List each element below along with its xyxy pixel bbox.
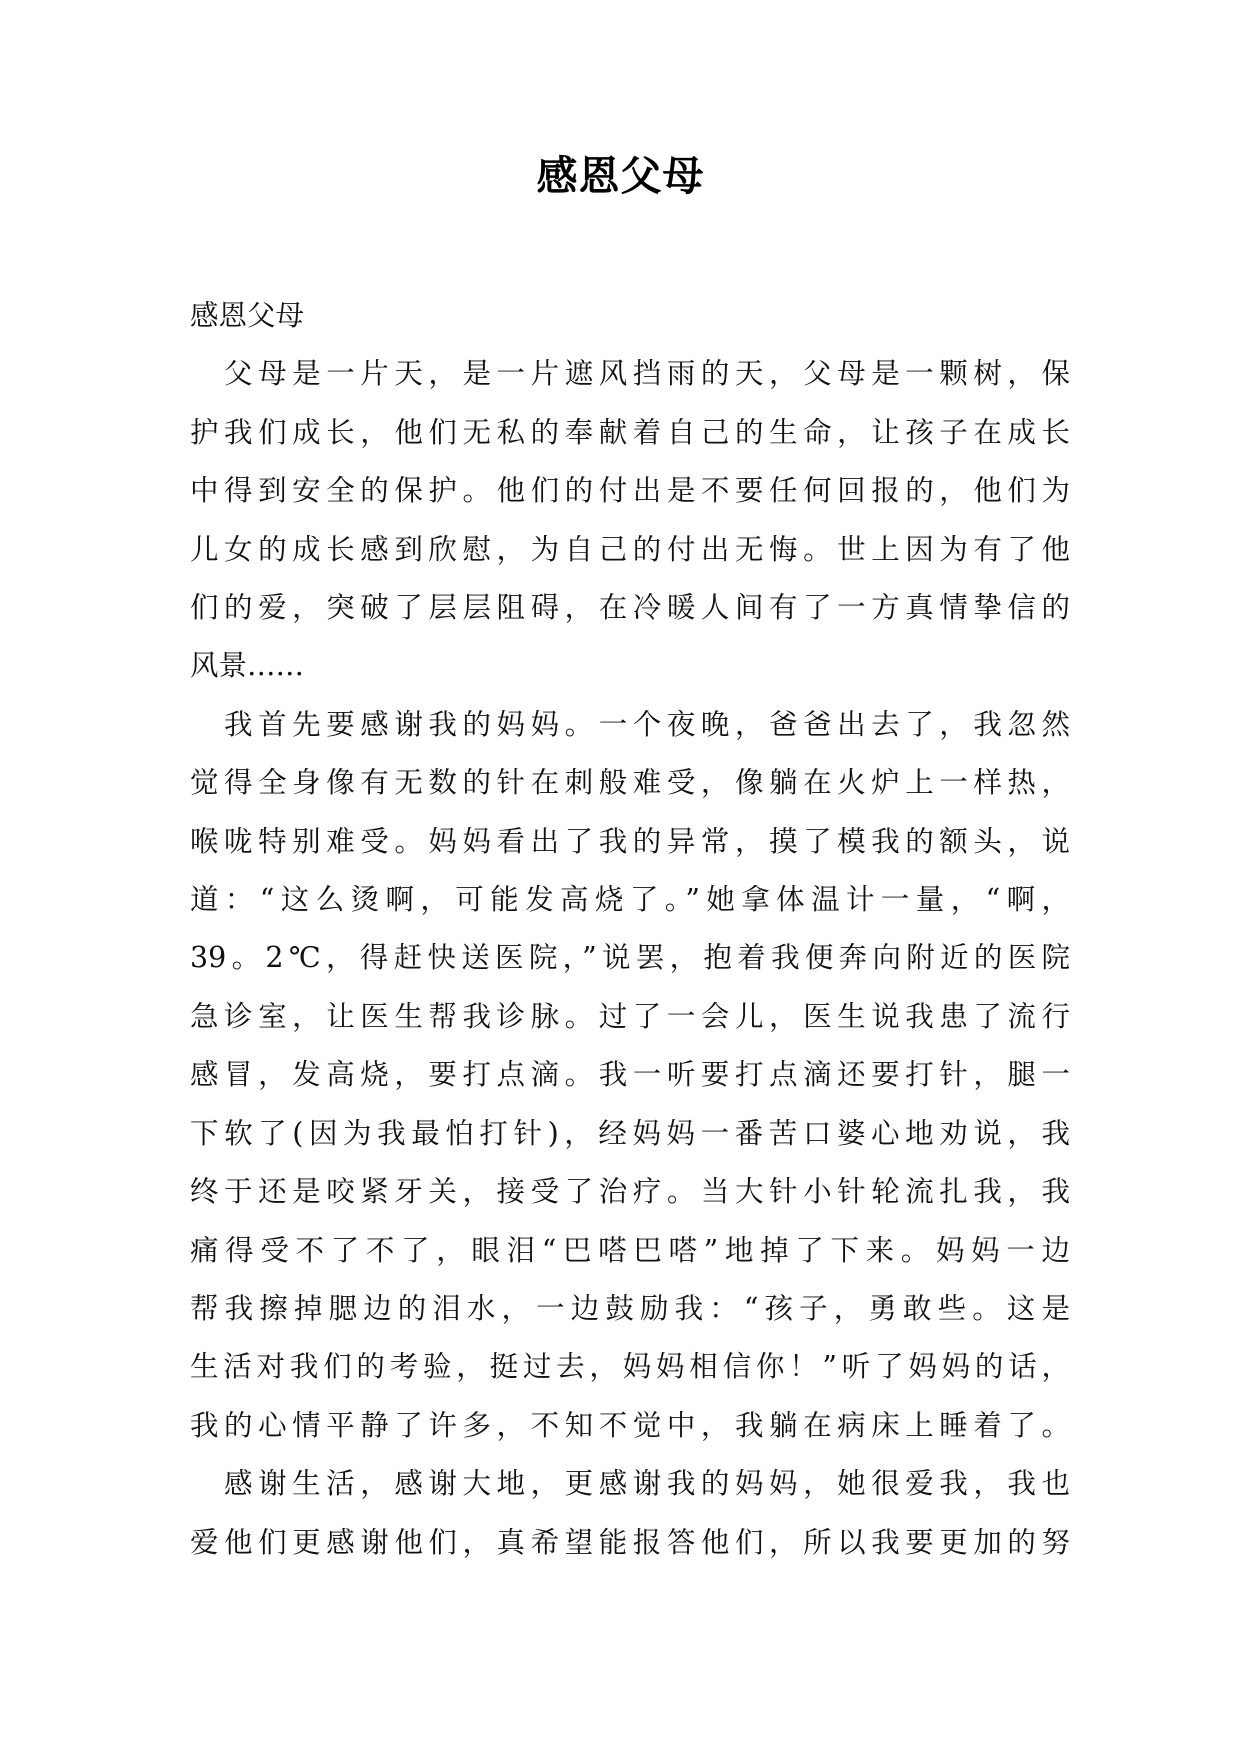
body-line: 喉咙特别难受。妈妈看出了我的异常，摸了模我的额头，说: [190, 824, 1070, 858]
body-line: 痛得受不了不了，眼泪“巴嗒巴嗒”地掉了下来。妈妈一边: [190, 1233, 1070, 1267]
body-line: 帮我擦掉腮边的泪水，一边鼓励我：“孩子，勇敢些。这是: [190, 1291, 1070, 1325]
body-line: 急诊室，让医生帮我诊脉。过了一会儿，医生说我患了流行: [190, 999, 1070, 1033]
document-body: [190, 287, 1070, 1727]
body-line: 们的爱，突破了层层阻碍，在冷暖人间有了一方真情挚信的: [190, 591, 1070, 625]
body-line: 父母是一片天，是一片遮风挡雨的天，父母是一颗树，保: [190, 357, 1070, 391]
section-heading: 感恩父母: [190, 299, 305, 332]
body-line: 道：“这么烫啊，可能发高烧了。”她拿体温计一量，“啊，: [190, 883, 1070, 917]
body-line: 觉得全身像有无数的针在刺般难受，像躺在火炉上一样热，: [190, 766, 1070, 800]
body-line: 感谢生活，感谢大地，更感谢我的妈妈，她很爱我，我也: [190, 1467, 1070, 1501]
document-title: 感恩父母: [536, 152, 705, 200]
body-line: 下软了(因为我最怕打针)，经妈妈一番苦口婆心地劝说，我: [190, 1116, 1070, 1150]
body-line: 儿女的成长感到欣慰，为自己的付出无悔。世上因为有了他: [190, 532, 1070, 566]
body-line: 39。2℃，得赶快送医院，”说罢，抱着我便奔向附近的医院: [190, 941, 1070, 975]
body-line: 我的心情平静了许多，不知不觉中，我躺在病床上睡着了。: [190, 1408, 1070, 1442]
body-line: 风景……: [190, 649, 305, 683]
body-line: 我首先要感谢我的妈妈。一个夜晚，爸爸出去了，我忽然: [190, 707, 1070, 741]
body-line: 爱他们更感谢他们，真希望能报答他们，所以我要更加的努: [190, 1525, 1070, 1559]
body-line: 中得到安全的保护。他们的付出是不要任何回报的，他们为: [190, 474, 1070, 508]
body-line: 生活对我们的考验，挺过去，妈妈相信你！”听了妈妈的话，: [190, 1350, 1070, 1384]
body-line: 终于还是咬紧牙关，接受了治疗。当大针小针轮流扎我，我: [190, 1175, 1070, 1209]
body-line: 护我们成长，他们无私的奉献着自己的生命，让孩子在成长: [190, 415, 1070, 449]
body-line: 感冒，发高烧，要打点滴。我一听要打点滴还要打针，腿一: [190, 1058, 1070, 1092]
